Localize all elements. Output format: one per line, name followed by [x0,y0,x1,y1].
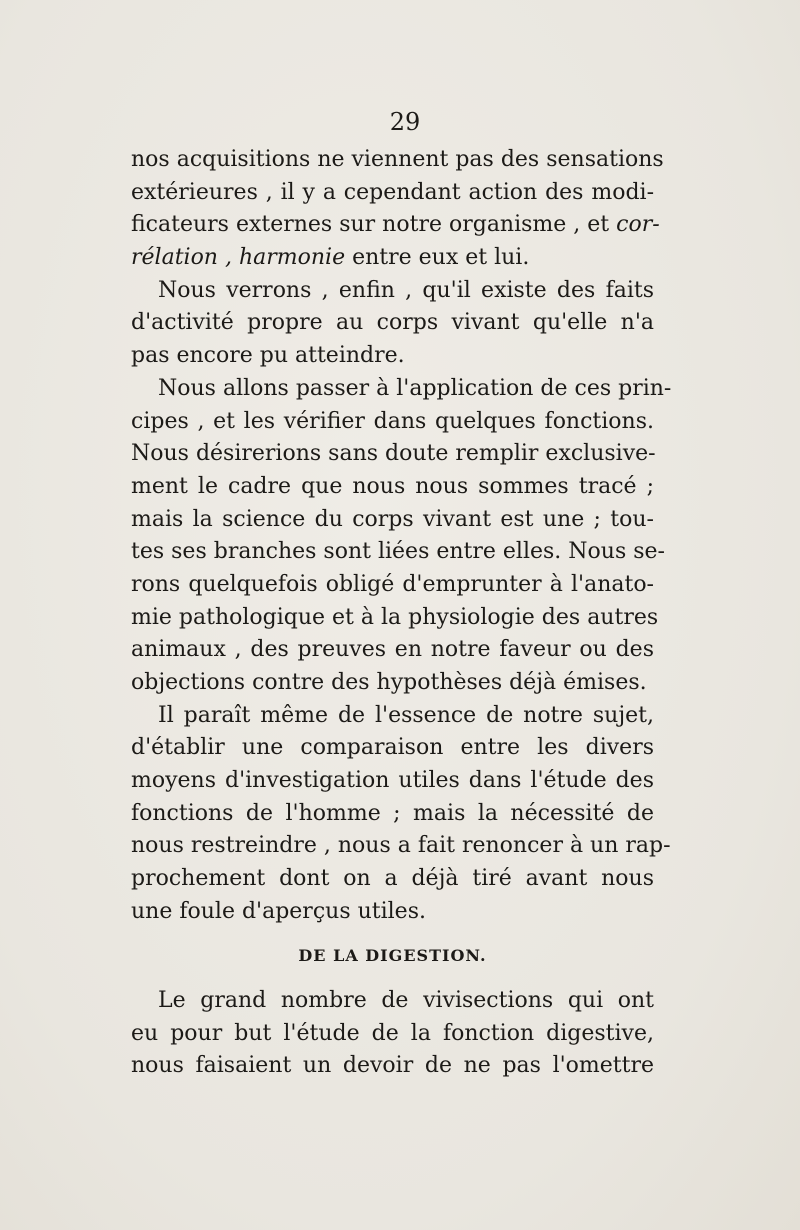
text-line [131,242,654,275]
line-text: nos acquisitions ne viennent pas des sensations [131,147,664,172]
line-text: cipes , et les vérifier dans quelques fonctions. [131,408,654,434]
line-text: mais la science du corps vivant est une ; tou- [131,506,654,532]
line-text: ment le cadre que nous nous sommes tracé ; [131,473,654,499]
line-text: extérieures , il y a cependant action des modi- [131,179,654,205]
text-line [131,1018,654,1051]
text-line [131,985,654,1018]
line-text: Nous désirerions sans doute remplir exclusive- [131,441,656,467]
text-line [131,177,654,210]
text-line [131,798,654,831]
italic-text: cor- [616,212,660,238]
text-line [131,830,671,863]
line-text: mie pathologique et à la physiologie des autres [131,604,659,630]
text-line [131,438,654,471]
text-line [131,700,654,733]
text-line [131,732,654,765]
line-text: fonctions de l'homme ; mais la nécessité de [131,800,654,826]
line-text: entre eux et lui. [345,245,530,271]
body-text-before-heading [131,144,672,929]
line-text: pas encore pu atteindre. [131,343,405,369]
line-text: moyens d'investigation utiles dans l'étude des [131,768,654,794]
text-line [131,471,654,504]
line-text: eu pour but l'étude de la fonction digestive, [131,1020,654,1046]
text-line [131,765,654,798]
line-text: Nous verrons , enfin , qu'il existe des faits [158,277,654,303]
text-line [131,275,654,308]
line-text: objections contre des hypothèses déjà émises. [131,670,647,695]
line-text: Nous allons passer à l'application de ces prin- [158,375,672,401]
line-text: une foule d'aperçus utiles. [131,898,426,924]
text-line [131,536,665,569]
text-line [131,504,654,537]
line-text: tes ses branches sont liées entre elles. Nous se- [131,539,665,565]
line-text: d'établir une comparaison entre les divers [131,735,654,761]
body-text-after-heading [131,985,654,1083]
text-line [131,667,654,700]
line-text: d'activité propre au corps vivant qu'elle n'a [131,310,654,336]
line-text: prochement dont on a déjà tiré avant nous [131,866,654,892]
line-text: nous faisaient un devoir de ne pas l'omettre [131,1053,654,1079]
line-text: ficateurs externes sur notre organisme , et [131,212,610,238]
line-text: Le grand nombre de vivisections qui ont [158,988,654,1013]
line-text: animaux , des preuves en notre faveur ou des [131,637,654,663]
text-line [131,602,659,635]
text-line [131,209,660,242]
text-line [131,1050,654,1083]
italic-text: rélation , harmonie [131,245,346,271]
page-number: 29 [389,108,421,136]
text-line [131,634,654,667]
line-text: nous restreindre , nous a fait renoncer à un rap- [131,833,671,859]
text-line [131,406,654,439]
text-line [131,569,654,602]
text-line [131,896,654,929]
text-line [131,144,664,177]
line-text: Il paraît même de l'essence de notre sujet, [158,702,654,728]
line-text: rons quelquefois obligé d'emprunter à l'anato- [131,571,654,597]
section-heading: DE LA DIGESTION. [298,946,487,965]
text-line [131,307,654,340]
text-line [131,340,654,373]
text-line [131,863,654,896]
text-line [131,373,672,406]
